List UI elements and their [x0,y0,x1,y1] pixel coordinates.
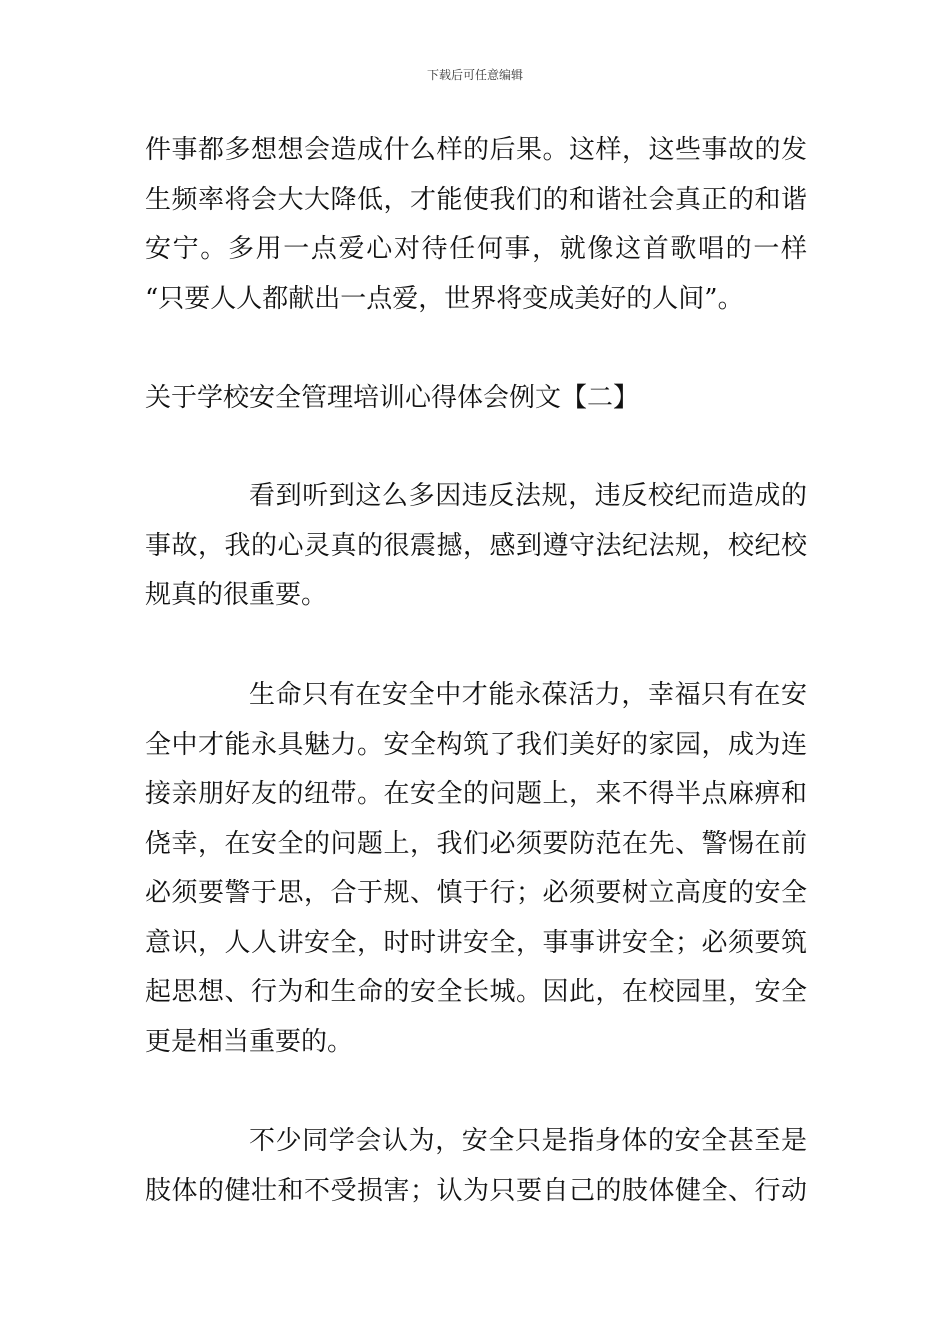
text-line: 接亲朋好友的纽带。在安全的问题上，来不得半点麻痹和 [145,779,807,809]
paragraph-1 [145,472,807,621]
text-line: 事故，我的心灵真的很震撼，感到遵守法纪法规，校纪校 [145,530,807,561]
section-heading-block [145,374,807,424]
text-line: 看到听到这么多因违反法规，违反校纪而造成的 [249,481,807,511]
text-line: 全中才能永具魅力。安全构筑了我们美好的家园，成为连 [145,729,807,760]
text-line: 必须要警于思，合于规、慎于行；必须要树立高度的安全 [145,878,807,908]
text-line: 肢体的健壮和不受损害；认为只要自己的肢体健全、行动 [145,1175,807,1206]
paragraph-2 [145,671,807,1067]
section-heading: 关于学校安全管理培训心得体会例文【二】 [145,383,640,413]
text-line: 侥幸，在安全的问题上，我们必须要防范在先、警惕在前 [145,828,807,859]
paragraph-continuation [145,126,807,324]
text-line: 意识，人人讲安全，时时讲安全，事事讲安全；必须要筑 [145,927,807,958]
paragraph-3 [145,1117,807,1216]
text-line: 更是相当重要的。 [145,1026,354,1057]
text-line: 规真的很重要。 [145,580,328,610]
text-line: “只要人人都献出一点爱，世界将变成美好的人间”。 [145,283,744,314]
header-note: 下载后可任意编辑 [426,68,523,82]
text-line: 生频率将会大大降低，才能使我们的和谐社会真正的和谐 [145,184,807,215]
text-line: 件事都多想想会造成什么样的后果。这样，这些事故的发 [145,135,807,165]
text-line: 安宁。多用一点爱心对待任何事，就像这首歌唱的一样 [145,234,807,264]
text-line: 不少同学会认为，安全只是指身体的安全甚至是 [249,1126,807,1156]
text-line: 起思想、行为和生命的安全长城。因此，在校园里，安全 [145,977,807,1007]
text-line: 生命只有在安全中才能永葆活力，幸福只有在安 [249,680,807,710]
